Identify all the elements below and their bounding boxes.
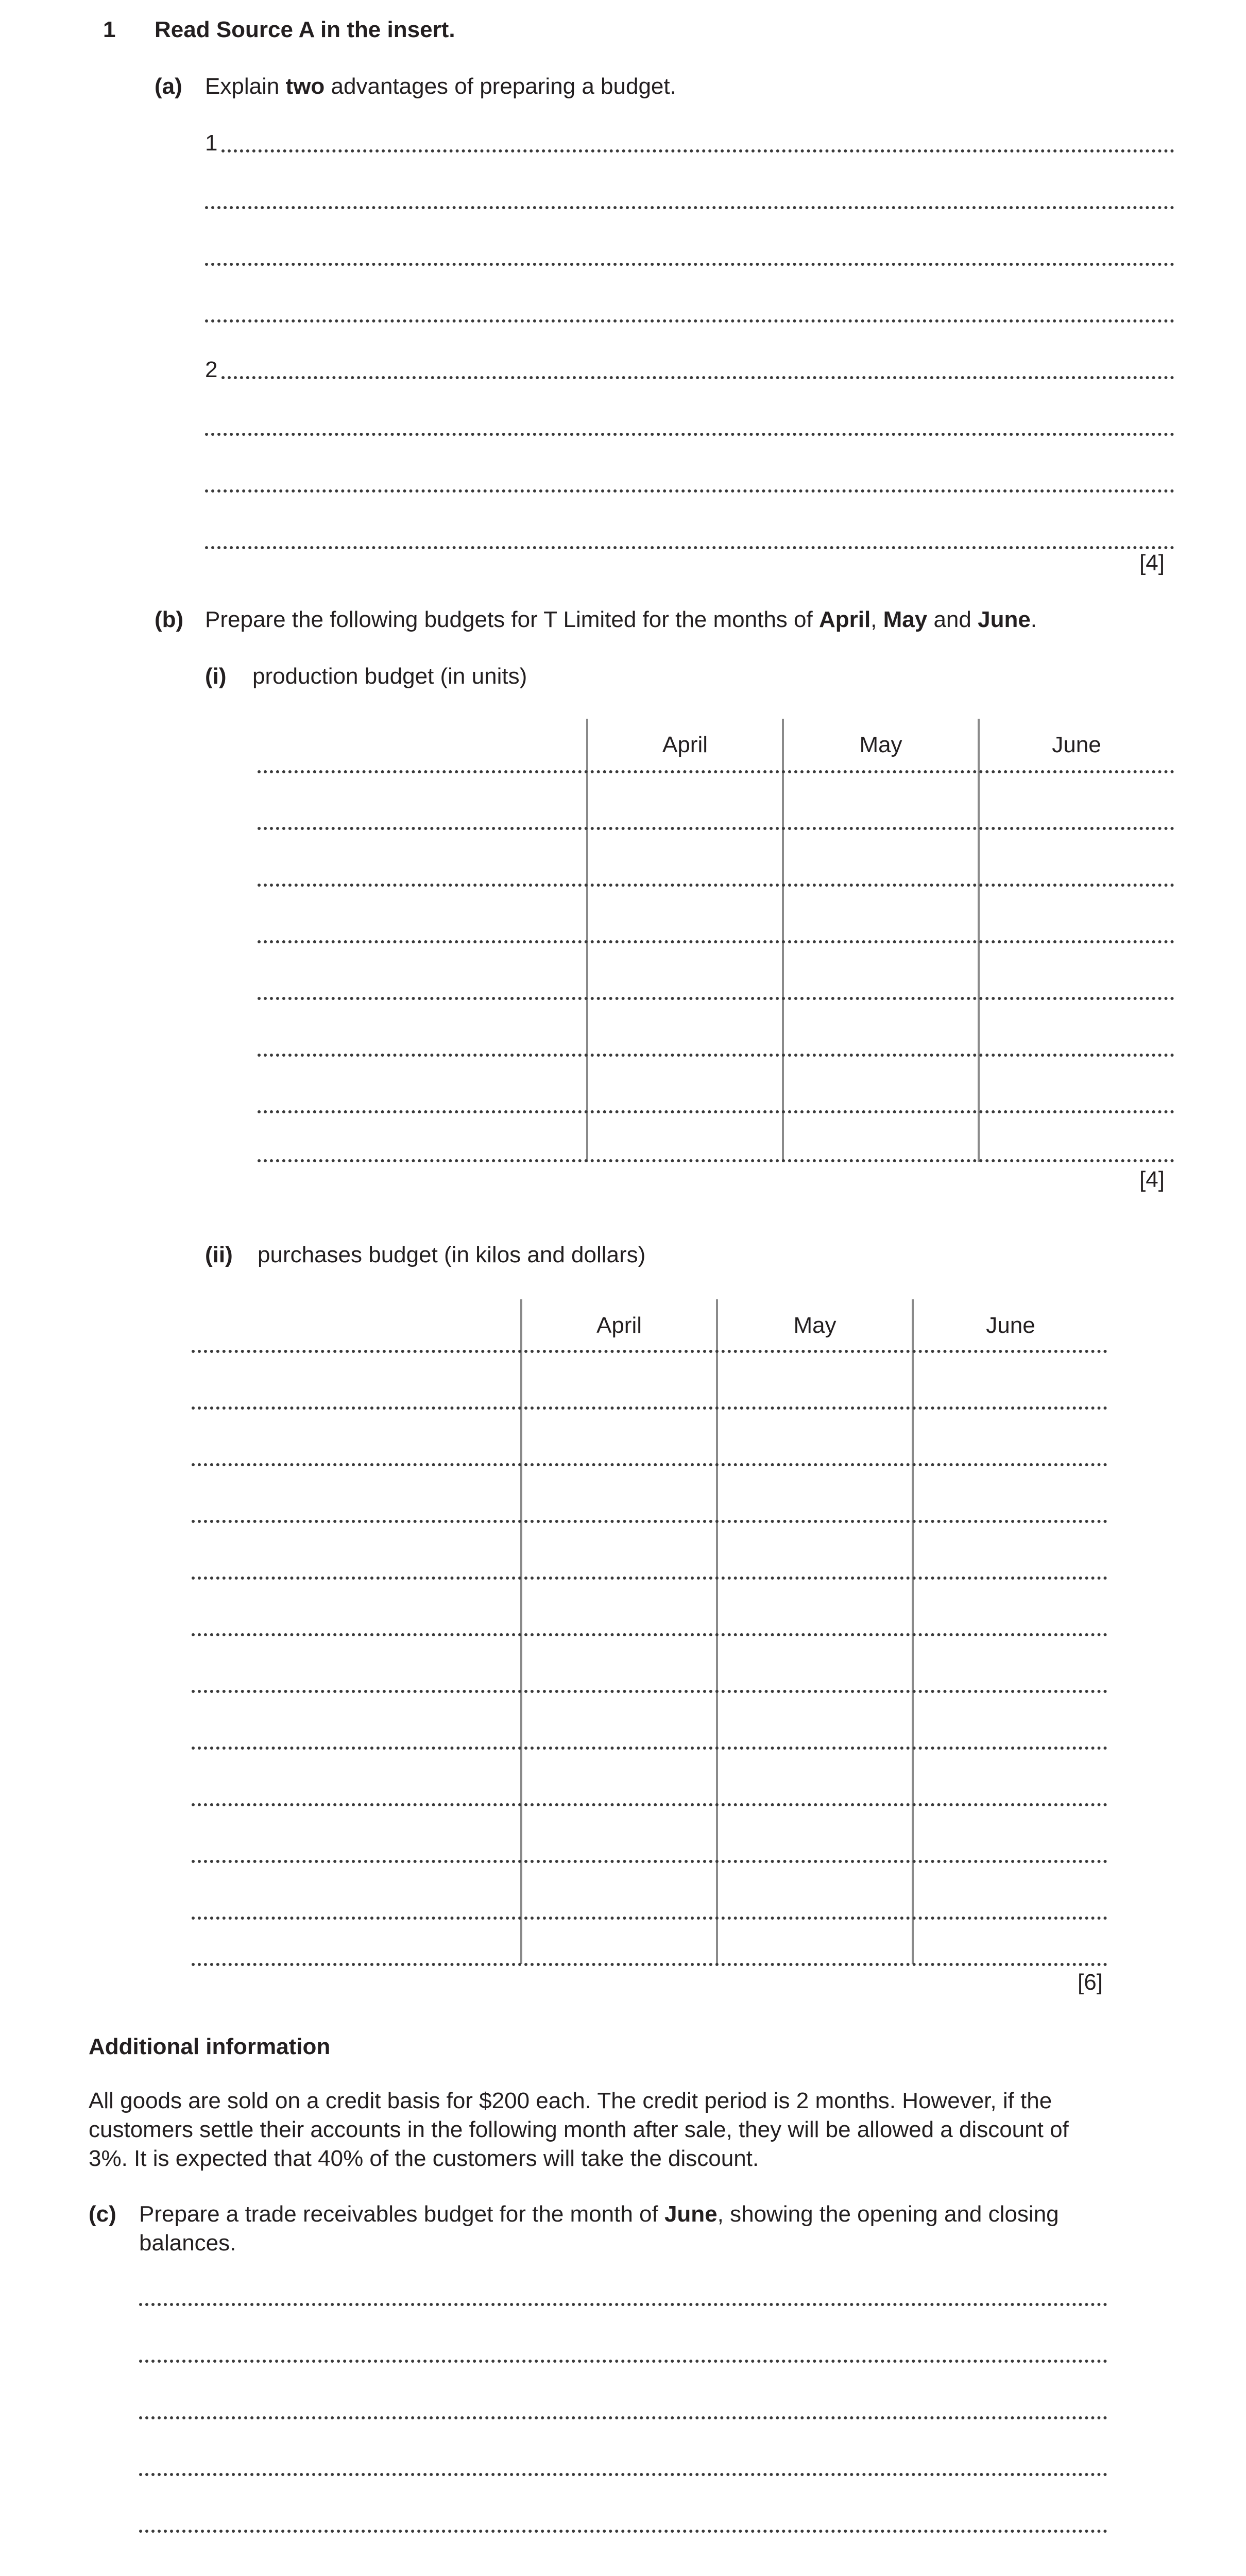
table-row-line[interactable] <box>192 1747 1107 1750</box>
answer-line[interactable] <box>205 263 1174 266</box>
answer-line[interactable] <box>139 2416 1107 2419</box>
table-row-line[interactable] <box>192 1633 1107 1636</box>
column-header-april: April <box>662 732 708 757</box>
column-header-june: June <box>986 1313 1035 1338</box>
part-b-ii-text: purchases budget (in kilos and dollars) <box>258 1242 646 1267</box>
part-b-i-text: production budget (in units) <box>252 664 527 689</box>
table-row-line[interactable] <box>192 1690 1107 1693</box>
table-row-line[interactable] <box>192 1917 1107 1920</box>
answer-line[interactable] <box>205 206 1174 209</box>
table-row-line[interactable] <box>258 827 1174 830</box>
table-row-line[interactable] <box>192 1350 1107 1353</box>
table-row-line[interactable] <box>192 1406 1107 1410</box>
part-a-item-1-number: 1 <box>205 130 218 156</box>
question-intro: Read Source A in the insert. <box>155 17 455 42</box>
table-row-line[interactable] <box>192 1963 1107 1966</box>
additional-info-heading: Additional information <box>89 2034 331 2059</box>
table-row-line[interactable] <box>258 770 1174 773</box>
part-b-question: Prepare the following budgets for T Limited for the months of April, May and June. <box>205 607 1037 632</box>
table-row-line[interactable] <box>258 1054 1174 1057</box>
answer-line[interactable] <box>205 319 1174 323</box>
table-column-divider <box>716 1299 718 1964</box>
answer-line[interactable] <box>139 2360 1107 2363</box>
answer-line[interactable] <box>221 376 1174 379</box>
table-column-divider <box>520 1299 522 1964</box>
table-row-line[interactable] <box>258 997 1174 1000</box>
question-number: 1 <box>103 17 116 42</box>
column-header-may: May <box>859 732 902 757</box>
part-a-label: (a) <box>155 74 182 99</box>
answer-line[interactable] <box>205 489 1174 493</box>
table-row-line[interactable] <box>192 1463 1107 1466</box>
table-row-line[interactable] <box>258 884 1174 887</box>
part-b-i-label: (i) <box>205 664 227 689</box>
answer-line[interactable] <box>139 2473 1107 2476</box>
part-a-question: Explain two advantages of preparing a budget. <box>205 74 676 99</box>
table-row-line[interactable] <box>258 1110 1174 1113</box>
table-row-line[interactable] <box>192 1803 1107 1806</box>
table-row-line[interactable] <box>258 940 1174 943</box>
table-row-line[interactable] <box>192 1520 1107 1523</box>
table-column-divider <box>912 1299 914 1964</box>
part-b-label: (b) <box>155 607 184 632</box>
table-row-line[interactable] <box>192 1577 1107 1580</box>
part-c-question: Prepare a trade receivables budget for the month of June, showing the opening and closing balances. <box>139 2201 1059 2256</box>
column-header-june: June <box>1052 732 1101 757</box>
part-b-ii-marks: [6] <box>1078 1970 1103 1995</box>
additional-info-body: All goods are sold on a credit basis for $200 each. The credit period is 2 months. However, if the customers settle their accounts in the following month after sale, they will be allowed a discount of 3%. It is expected that 40% of the customers will take the discount. <box>89 2088 1069 2171</box>
answer-line[interactable] <box>139 2530 1107 2533</box>
column-header-april: April <box>596 1313 642 1338</box>
part-c-label: (c) <box>89 2201 116 2227</box>
table-row-line[interactable] <box>258 1159 1174 1162</box>
part-b-ii-label: (ii) <box>205 1242 233 1267</box>
part-a-item-2-number: 2 <box>205 357 218 382</box>
answer-line[interactable] <box>205 546 1174 549</box>
column-header-may: May <box>793 1313 837 1338</box>
answer-line[interactable] <box>139 2303 1107 2306</box>
part-a-marks: [4] <box>1139 550 1165 575</box>
table-row-line[interactable] <box>192 1860 1107 1863</box>
part-b-i-marks: [4] <box>1139 1167 1165 1192</box>
answer-line[interactable] <box>205 433 1174 436</box>
answer-line[interactable] <box>221 149 1174 152</box>
